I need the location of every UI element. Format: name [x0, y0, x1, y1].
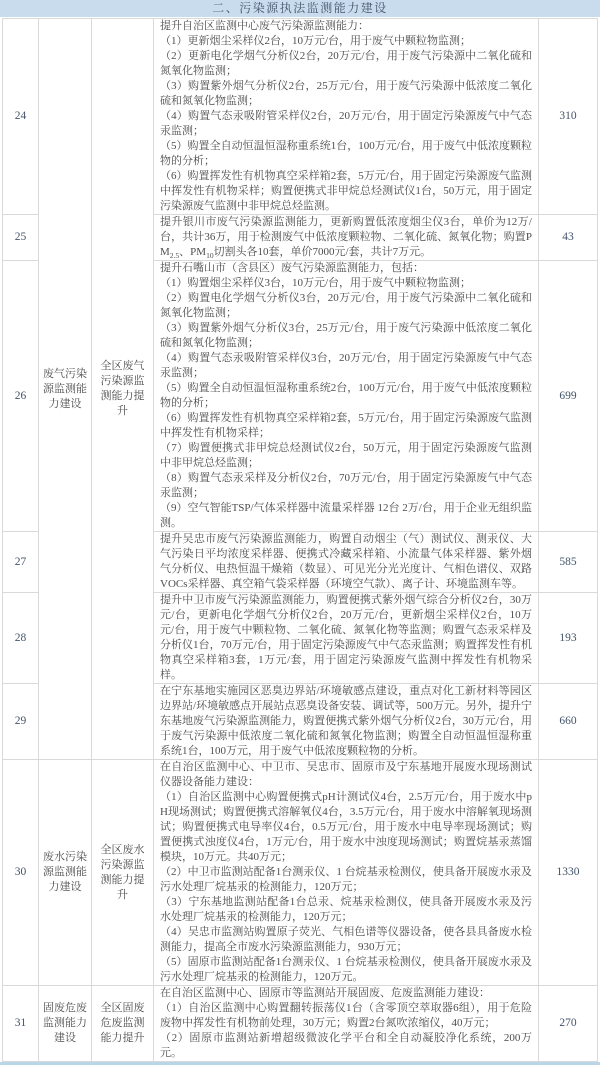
description-paragraph: （3）购置紫外烟气分析仪2台，25万元/台，用于废气污染源中低浓度二氧化硫和氮氧化物监测；: [160, 80, 532, 107]
description-cell: [154, 986, 539, 1062]
row-number-cell: 28: [3, 593, 39, 684]
description-paragraph: （5）固原市监测站配备1台测汞仪、1 台烷基汞检测仪，使具备开展废水汞及污水处理厂烷基汞的检测能力，120万元。: [160, 956, 532, 983]
description-paragraph: 在自治区监测中心、固原市等监测站开展固废、危废监测能力建设：: [160, 987, 490, 999]
description-paragraph: 提升中卫市废气污染源监测能力，购置便携式紫外烟气综合分析仪2台，30万元/台，更新电化学烟气分析仪2台，20万元/台，更新烟尘采样仪2台，10万元/台，用于废气中颗粒物、二氧化硫、氮氧化物等监测；购置气态汞采样及分析仪1台，70万元/台，用于固定污染源废气中气态汞监测；购置挥发性有机物真空采样箱3套，1万元/套，用于固定污染源废气监测中挥发性有机物采样。: [160, 594, 532, 681]
description-paragraph: （4）吴忠市监测站购置原子荧光、气相色谱等仪器设备，使各县具备废水检测能力，提高全市废水污染源监测能力，930万元；: [160, 926, 532, 953]
description-paragraph: （7）购置便携式非甲烷总烃测试仪2台，50万元，用于固定污染源废气监测中非甲烷总烃监测；: [160, 442, 532, 469]
description-paragraph: （2）更新电化学烟气分析仪2台，20万元/台，用于废气污染源中二氧化硫和氮氧化物监测；: [160, 50, 532, 77]
row-number-cell: 30: [3, 760, 39, 986]
amount-cell: 1330: [539, 760, 598, 986]
section-title: 二、污染源执法监测能力建设: [0, 0, 600, 17]
description-paragraph: （1）自治区监测中心购置便携式pH计测试仪4台，2.5万元/台，用于废水中pH现场测试；购置便携式溶解氧仪4台，3.5万元/台，用于废水中溶解氧现场测试；购置便携式电导率仪4台，0.5万元/台，用于废水中电导率现场测试；购置便携式浊度仪4台，1万元/台，用于废水中浊度现场测试；购置烷基汞蒸馏模块，10万元。共40万元；: [160, 791, 532, 863]
description-paragraph: （9）空气智能TSP/气体采样器中流量采样器 12台 2万/台，用于企业无组织监测。: [160, 502, 532, 529]
category-cell: 废气污染源监测能力建设: [39, 19, 92, 760]
row-number-cell: 25: [3, 215, 39, 261]
description-paragraph: （2）中卫市监测站配备1台测汞仪、1 台烷基汞检测仪，使具备开展废水汞及污水处理厂烷基汞的检测能力，120万元；: [160, 866, 532, 893]
description-cell: [154, 760, 539, 986]
description-paragraph: （5）购置全自动恒温恒湿称重系统1台，100万元/台，用于废气中低浓度颗粒物的分析；: [160, 140, 532, 167]
description-paragraph: 在宁东基地实施园区恶臭边界站/环境敏感点建设，重点对化工新材料等园区边界站/环境敏感点开展站点恶臭设备安装、调试等，500万元。另外，提升宁东基地废气污染源监测能力，购置便携式紫外烟气分析仪2台，30万元/台，用于废气污染源中低浓度二氧化硫和氮氧化物监测；购置全自动恒温恒湿称重系统1台，100万元，用于废气中低浓度颗粒物的分析。: [160, 685, 532, 757]
table-row: [3, 19, 598, 215]
subcategory-cell: 全区废水污染源监测能力提升: [92, 760, 154, 986]
row-number-cell: 26: [3, 261, 39, 532]
amount-cell: 270: [539, 986, 598, 1062]
category-cell: 废水污染源监测能力建设: [39, 760, 92, 986]
description-paragraph: （5）购置全自动恒温恒湿称重系统2台，100万元/台，用于废气中低浓度颗粒物的分析；: [160, 382, 532, 409]
description-paragraph: （1）购置烟尘采样仪3台，10万元/台，用于废气中颗粒物监测；: [160, 277, 472, 289]
bottom-rule: [0, 1062, 600, 1065]
category-cell: 固废危废监测能力建设: [39, 986, 92, 1062]
amount-cell: 310: [539, 19, 598, 215]
description-paragraph: （1）更新烟尘采样仪2台，10万元/台，用于废气中颗粒物监测；: [160, 35, 472, 47]
description-cell: [154, 215, 539, 261]
description-paragraph: （2）固原市监测站新增超级微波化学平台和全自动凝胶净化系统，200万元。: [160, 1032, 532, 1059]
description-paragraph: 提升吴忠市废气污染源监测能力，购置自动烟尘（气）测试仪、测汞仪、大气污染日平均浓度采样器、便携式冷藏采样箱、小流量气体采样器、紫外烟气分析仪、电热恒温干燥箱（数显）、可见光分光光度计、气相色谱仪、双路VOCs采样器、真空箱气袋采样器（环境空气款）、离子计、环境监测车等。: [160, 533, 532, 590]
description-paragraph: （2）购置电化学烟气分析仪3台，20万元/台，用于废气污染源中二氧化硫和氮氧化物监测；: [160, 292, 532, 319]
description-paragraph: （1）自治区监测中心购置翻转振荡仪1台（含零顶空萃取器6组），用于危险废物中挥发性有机物前处理，30万元；购置2台氮吹浓缩仪，40万元；: [160, 1002, 532, 1029]
description-paragraph: （6）购置挥发性有机物真空采样箱2套，5万元/台，用于固定污染源废气监测中挥发性有机物采样；购置便携式非甲烷总烃测试仪1台，50万元，用于固定污染源废气监测中非甲烷总烃监测。: [160, 170, 532, 212]
amount-cell: 660: [539, 684, 598, 760]
row-number-cell: 24: [3, 19, 39, 215]
description-cell: [154, 532, 539, 593]
description-paragraph: （6）购置挥发性有机物真空采样箱2套，5万元/台，用于固定污染源废气监测中挥发性有机物采样；: [160, 412, 532, 439]
subcategory-cell: 全区固废危废监测能力提升: [92, 986, 154, 1062]
description-paragraph: 提升自治区监测中心废气污染源监测能力：: [160, 20, 369, 32]
description-cell: [154, 261, 539, 532]
amount-cell: 699: [539, 261, 598, 532]
description-paragraph: （3）购置紫外烟气分析仪3台，25万元/台，用于废气污染源中低浓度二氧化硫和氮氧化物监测；: [160, 322, 532, 349]
description-paragraph: （3）宁东基地监测站配备1台总汞、烷基汞检测仪，使具备开展废水汞及污水处理厂烷基汞的检测能力，120万元；: [160, 896, 532, 923]
description-cell: [154, 684, 539, 760]
table-row: [3, 760, 598, 986]
subcategory-cell: 全区废气污染源监测能力提升: [92, 19, 154, 760]
amount-cell: 43: [539, 215, 598, 261]
row-number-cell: 29: [3, 684, 39, 760]
amount-cell: 193: [539, 593, 598, 684]
projects-table: [2, 18, 598, 1062]
projects-table-body: [3, 19, 598, 1062]
description-paragraph: 在自治区监测中心、中卫市、吴忠市、固原市及宁东基地开展废水现场测试仪器设备能力建设：: [160, 761, 532, 788]
description-paragraph: 提升石嘴山市（含县区）废气污染源监测能力，包括：: [160, 262, 424, 274]
description-cell: [154, 19, 539, 215]
description-paragraph: 提升银川市废气污染源监测能力，更新购置低浓度烟尘仪3台，单价为12万/台，共计36万，用于检测废气中低浓度颗粒物、二氧化硫、氮氧化物；购置$PM_{2.5}$、$PM_{10}$切割头各10套，单价7000元/套，共计7万元。: [160, 216, 532, 261]
row-number-cell: 27: [3, 532, 39, 593]
description-paragraph: （4）购置气态汞吸附管采样仪3台，20万元/台，用于固定污染源废气中气态汞监测；: [160, 352, 532, 379]
description-cell: [154, 593, 539, 684]
table-row: [3, 986, 598, 1062]
amount-cell: 585: [539, 532, 598, 593]
description-paragraph: （8）购置气态汞采样及分析仪2台，70万元/台，用于固定污染源废气中气态汞监测；: [160, 472, 532, 499]
description-paragraph: （4）购置气态汞吸附管采样仪2台，20万元/台，用于固定污染源废气中气态汞监测；: [160, 110, 532, 137]
row-number-cell: 31: [3, 986, 39, 1062]
